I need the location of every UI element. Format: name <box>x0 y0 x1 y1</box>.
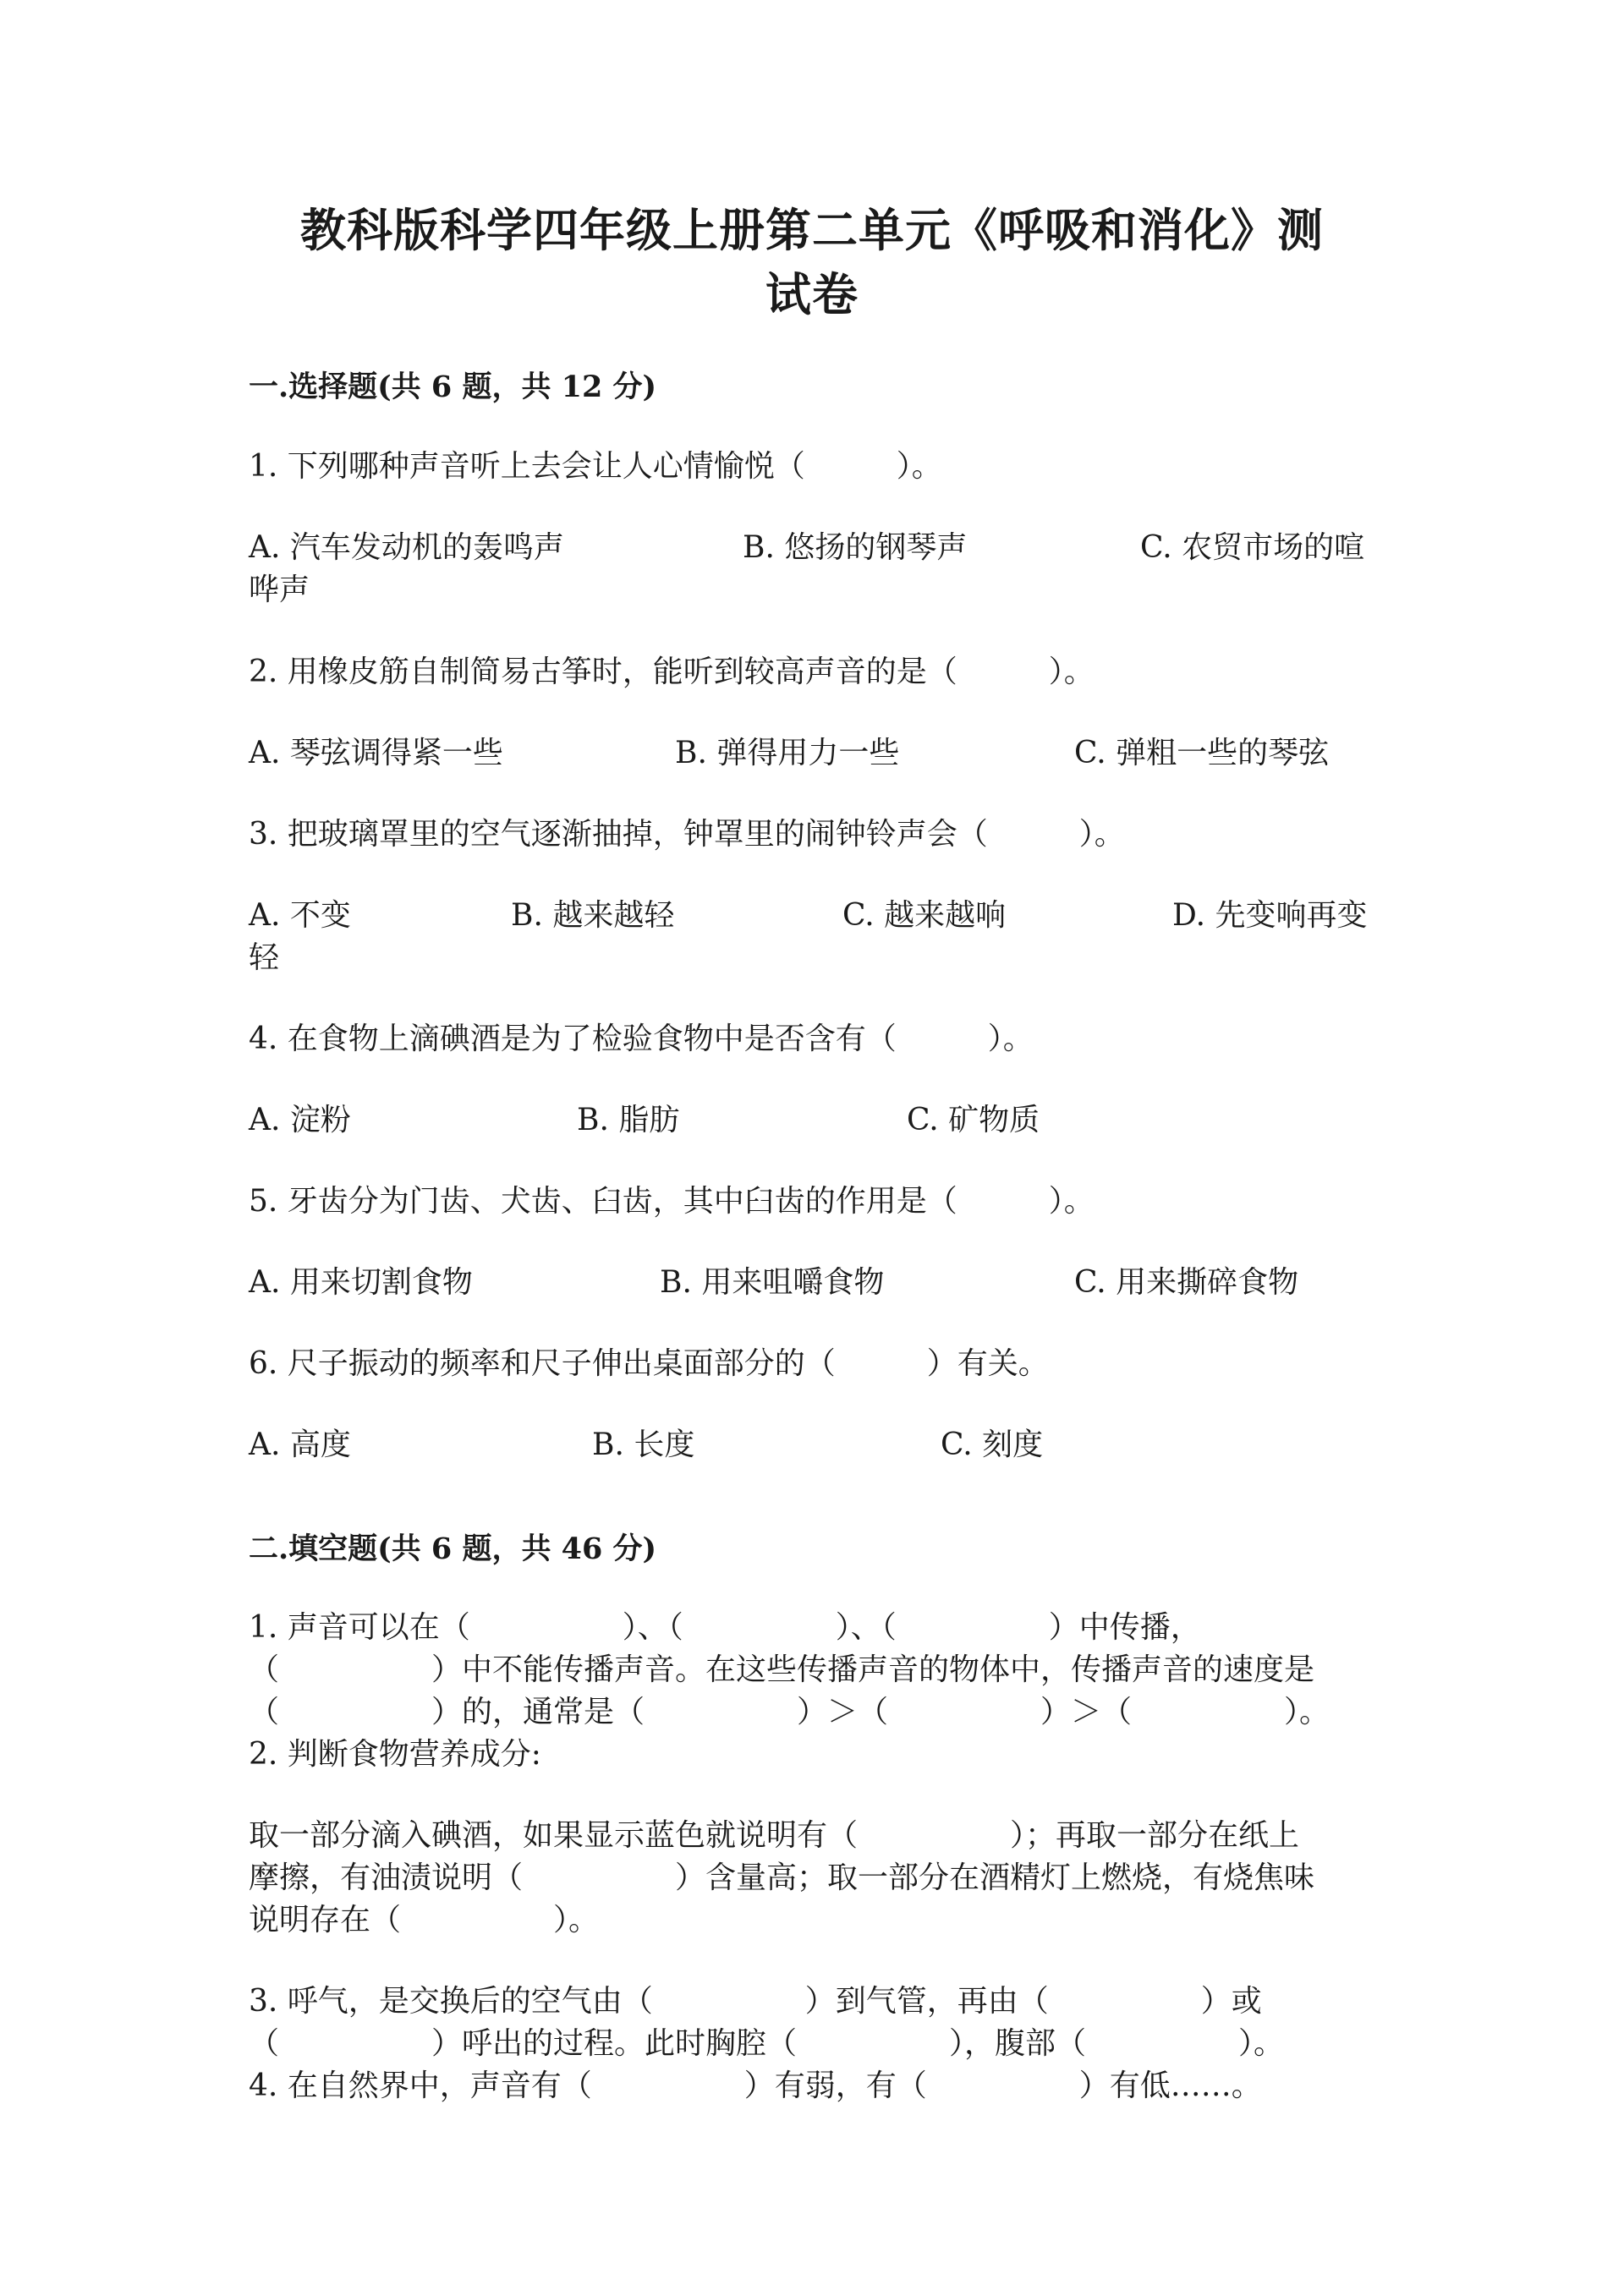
q5-option-a: A. 用来切割食物 <box>249 1265 473 1300</box>
q1-option-a: A. 汽车发动机的轰鸣声 <box>249 530 564 565</box>
section1-heading: 一.选择题(共 6 题，共 12 分) <box>249 370 657 404</box>
q2-option-a: A. 琴弦调得紧一些 <box>249 736 503 770</box>
q6-option-c: C. 刻度 <box>941 1427 1044 1462</box>
q5-option-c: C. 用来撕碎食物 <box>1074 1265 1299 1300</box>
q5-option-b: B. 用来咀嚼食物 <box>660 1265 885 1300</box>
question-5: 5. 牙齿分为门齿、犬齿、臼齿，其中臼齿的作用是（ ）。 <box>249 1184 1095 1219</box>
fill-q2-title: 2. 判断食物营养成分: <box>249 1737 541 1772</box>
q3-option-d: D. 先变响再变 <box>1172 898 1368 933</box>
q3-option-b: B. 越来越轻 <box>511 898 675 933</box>
q3-option-d-overflow: 轻 <box>249 940 280 975</box>
q3-option-a: A. 不变 <box>249 898 351 933</box>
q2-option-c: C. 弹粗一些的琴弦 <box>1074 736 1330 770</box>
fill-q3-line2: （ ）呼出的过程。此时胸腔（ ），腹部（ ）。 <box>249 2026 1285 2061</box>
section2-heading: 二.填空题(共 6 题，共 46 分) <box>249 1532 657 1566</box>
fill-q1-line3: （ ）的，通常是（ ）＞（ ）＞（ ）。 <box>249 1695 1330 1729</box>
q2-option-b: B. 弹得用力一些 <box>675 736 900 770</box>
q1-option-c-overflow: 哗声 <box>249 573 310 607</box>
fill-q2-line3: 说明存在（ ）。 <box>249 1903 600 1937</box>
fill-q1-line2: （ ）中不能传播声音。在这些传播声音的物体中，传播声音的速度是 <box>249 1652 1315 1687</box>
question-6: 6. 尺子振动的频率和尺子伸出桌面部分的（ ）有关。 <box>249 1346 1049 1381</box>
question-2: 2. 用橡皮筋自制简易古筝时，能听到较高声音的是（ ）。 <box>249 655 1095 689</box>
q6-option-b: B. 长度 <box>592 1427 695 1462</box>
q4-option-c: C. 矿物质 <box>907 1103 1040 1137</box>
q1-option-c: C. 农贸市场的喧 <box>1140 530 1365 565</box>
page-title-line2: 试卷 <box>765 267 859 321</box>
q6-option-a: A. 高度 <box>249 1427 351 1462</box>
question-4: 4. 在食物上滴碘酒是为了检验食物中是否含有（ ）。 <box>249 1022 1034 1056</box>
q1-option-b: B. 悠扬的钢琴声 <box>743 530 968 565</box>
q4-option-a: A. 淀粉 <box>249 1103 351 1137</box>
fill-q4-line1: 4. 在自然界中，声音有（ ）有弱，有（ ）有低……。 <box>249 2069 1262 2103</box>
q3-option-c: C. 越来越响 <box>842 898 1007 933</box>
question-1: 1. 下列哪种声音听上去会让人心情愉悦（ ）。 <box>249 449 942 484</box>
question-3: 3. 把玻璃罩里的空气逐渐抽掉，钟罩里的闹钟铃声会（ ）。 <box>249 817 1125 852</box>
fill-q1-line1: 1. 声音可以在（ ）、（ ）、（ ）中传播， <box>249 1610 1201 1645</box>
page-title-line1: 教科版科学四年级上册第二单元《呼吸和消化》测 <box>300 203 1324 257</box>
q4-option-b: B. 脂肪 <box>577 1103 680 1137</box>
fill-q3-line1: 3. 呼气，是交换后的空气由（ ）到气管，再由（ ）或 <box>249 1984 1262 2019</box>
fill-q2-line2: 摩擦，有油渍说明（ ）含量高；取一部分在酒精灯上燃烧，有烧焦味 <box>249 1860 1315 1895</box>
fill-q2-line1: 取一部分滴入碘酒，如果显示蓝色就说明有（ ）；再取一部分在纸上 <box>249 1818 1300 1853</box>
